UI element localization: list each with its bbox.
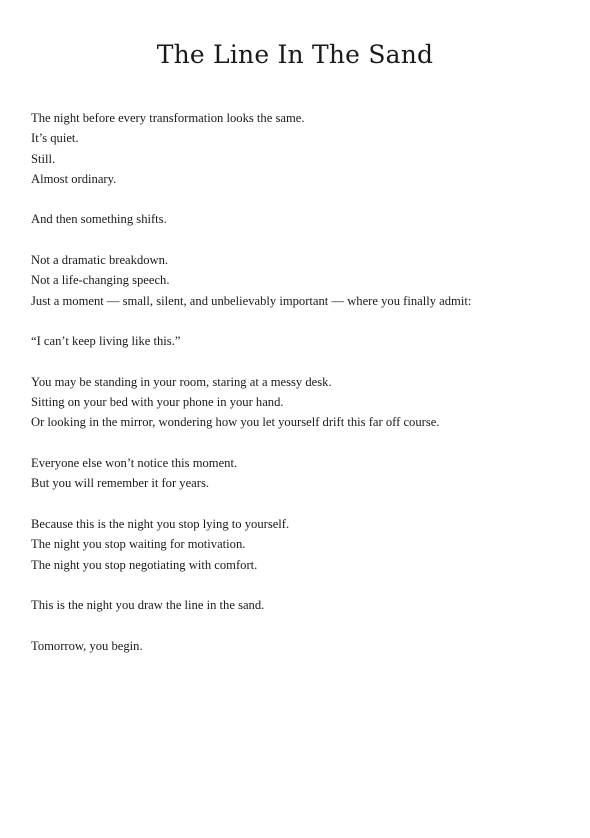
text-line: Not a dramatic breakdown.: [31, 253, 169, 268]
text-line: Because this is the night you stop lying to yourself.: [31, 516, 290, 531]
paragraph-5: [31, 372, 571, 433]
paragraph-7: [31, 514, 571, 575]
text-line: Almost ordinary.: [31, 171, 117, 186]
paragraph-spacer: [31, 311, 571, 331]
page-title: The Line In The Sand: [156, 40, 434, 69]
paragraph-1: [31, 108, 571, 189]
paragraph-spacer: [31, 494, 571, 514]
quote-line: “I can’t keep living like this.”: [31, 334, 181, 349]
text-line: The night before every transformation looks the same.: [31, 111, 305, 125]
text-line: You may be standing in your room, staring at a messy desk.: [31, 374, 332, 389]
text-line: The night you stop waiting for motivation.: [31, 537, 246, 552]
text-line: Tomorrow, you begin.: [31, 638, 143, 653]
document-body: [31, 108, 571, 656]
paragraph-4: [31, 331, 571, 351]
text-line: The night you stop negotiating with comfort.: [31, 557, 258, 572]
paragraph-6: [31, 453, 571, 494]
text-line: Not a life-changing speech.: [31, 273, 170, 288]
text-line: This is the night you draw the line in the sand.: [31, 598, 265, 613]
paragraph-3: [31, 250, 571, 311]
paragraph-spacer: [31, 189, 571, 209]
paragraph-spacer: [31, 575, 571, 595]
text-line: Still.: [31, 151, 56, 166]
paragraph-2: [31, 209, 571, 229]
text-line: Or looking in the mirror, wondering how you let yourself drift this far off course.: [31, 415, 440, 430]
text-line: Sitting on your bed with your phone in your hand.: [31, 395, 284, 410]
paragraph-spacer: [31, 615, 571, 635]
text-line: Just a moment — small, silent, and unbelievably important — where you finally admit:: [31, 293, 472, 308]
paragraph-spacer: [31, 433, 571, 453]
paragraph-spacer: [31, 352, 571, 372]
text-line: And then something shifts.: [31, 212, 167, 227]
paragraph-spacer: [31, 230, 571, 250]
paragraph-9: [31, 636, 571, 656]
text-line: Everyone else won’t notice this moment.: [31, 456, 238, 471]
paragraph-8: [31, 595, 571, 615]
text-line: It’s quiet.: [31, 131, 79, 146]
text-line: But you will remember it for years.: [31, 476, 210, 491]
